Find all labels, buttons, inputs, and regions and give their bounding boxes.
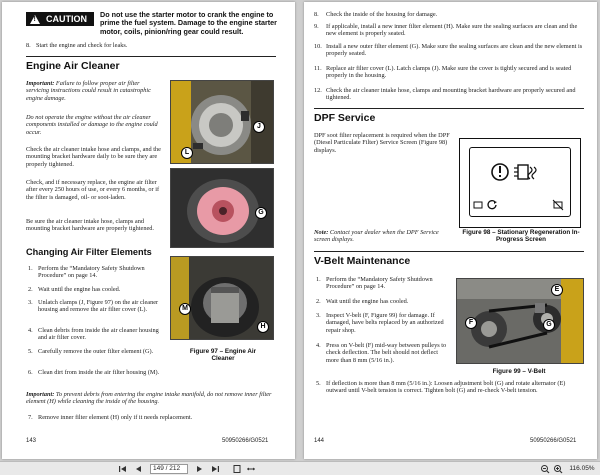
important-note-2: Important: To prevent debris from entering the engine intake manifold, do not remove inner filter element (H) while cleaning the inside of the housing. [26, 391, 272, 406]
step-1: 1. Perform the “Mandatory Safety Shutdown Procedure” on page 14. [28, 265, 145, 280]
step-9: 9. If applicable, install a new inner filter element (H). Make sure the sealing surfaces are clean and the new element is properly seated. [314, 23, 578, 38]
fit-page-icon[interactable] [232, 464, 242, 474]
callout-m: M [179, 303, 191, 315]
figure-97-caption: Figure 97 – Engine Air Cleaner [189, 348, 257, 363]
callout-h: H [257, 321, 269, 333]
fit-width-icon[interactable] [246, 464, 256, 474]
step-7: 7. Remove inner filter element (H) only if it needs replacement. [28, 414, 193, 421]
step-4: 4. Clean debris from inside the air cleaner housing and air filter cover. [28, 327, 159, 342]
first-page-icon[interactable] [118, 464, 128, 474]
caution-label: CAUTION [46, 14, 87, 24]
section-title: Engine Air Cleaner [26, 60, 120, 72]
callout-j: J [253, 121, 265, 133]
paragraph-3: Be sure the air cleaner intake hose, clamps and mounting bracket hardware are properly tightened. [26, 218, 154, 233]
viewer-toolbar [0, 461, 600, 475]
vbelt-rule [314, 251, 584, 252]
page-144 [304, 2, 597, 459]
callout-f: F [465, 317, 477, 329]
dpf-note: Note: Contact your dealer when the DPF Service screen displays. [314, 229, 439, 244]
caution-badge [26, 12, 94, 26]
display-screen [469, 147, 571, 217]
last-page-icon[interactable] [210, 464, 220, 474]
paragraph-1: Check the air cleaner intake hose and clamps, and the mounting bracket hardware daily to be sure they are properly tightened. [26, 146, 161, 168]
dpf-screen-icons [470, 148, 568, 214]
paragraph-2: Check, and if necessary replace, the engine air filter after every 250 hours of use, or every 6 months, or if the filter is damaged, oil- or soot-laden. [26, 179, 160, 201]
step-6: 6. Clean dirt from inside the air filter housing (M). [28, 369, 160, 376]
important-note-1: Important: Failure to follow proper air filter servicing instructions could result in catastrophic engine damage. [26, 80, 151, 102]
vbelt-step-3: 3. Inspect V-belt (F, Figure 99) for damage. If damaged, have belts replaced by an authorized repair shop. [316, 312, 444, 334]
callout-l: L [181, 147, 193, 159]
callout-e: E [551, 284, 563, 296]
air-cleaner-cover-photo [170, 80, 274, 164]
vbelt-title: V-Belt Maintenance [314, 255, 411, 267]
vbelt-step-4: 4. Press on V-belt (F) mid-way between pulleys to check deflection. The belt should not deflect more than 8 mm (5/16 in.). [316, 342, 447, 364]
zoom-level[interactable]: 116.05% [569, 465, 595, 472]
footer-page-number: 143 [26, 438, 37, 444]
caution-text: Do not use the starter motor to crank the engine to prime the fuel system. Damage to the engine starter motor, coils, pinion/ring gear could result. [100, 10, 277, 36]
subsection-title: Changing Air Filter Elements [26, 247, 152, 257]
page-143: ! CAUTION Do not use the starter motor to crank the engine to prime the fuel system. Damage to the engine starter motor, coils, pinion/ring gear could result. 8. Start the engine and check for leaks. Engine Air Cleaner Important: Failure to follow proper air filter servicing instructions could result in catastrophic engine damage. Do not operate the engine without the air cleaner components installed or damage to the engine could occur. Check the air cleaner intake hose and clamps, and the mounting bracket hardware daily to be sure they are properly tightened. Check, and if necessary replace, the engine air filter after every 250 hours of use, or every 6 months, or if the filter is damaged, oil- or soot-laden. Be sure the air cleaner intake hose, clamps and mounting bracket hardware are properly tightened. Changing Air Filter Elements 1. Perform the “Mandatory Safety Shutdown Procedure” on page 14. 2. Wait until the engine has cooled. 3. Unlatch clamps (J, Figure 97) on the air cleaner housing and remove the air filter cover (L). 4. Clean debris from inside the air cleaner housing and air filter cover. 5. Carefully remove the outer filter element (G). 6. Clean dirt from inside the air filter housing (M). Important: To prevent debris from entering the engine intake manifold, do not remove inner filter element (H) while cleaning the inside of the housing. 7. Remove inner filter element (H) only if it needs replacement. J L G M H Figure 97 – Engine Air Cleaner 143 50950266/G0521 [2, 2, 295, 459]
vbelt-step-1: 1. Perform the “Mandatory Safety Shutdown Procedure” on page 14. [316, 276, 433, 291]
step-5: 5. Carefully remove the outer filter element (G). [28, 348, 154, 355]
footer-doc-number: 50950266/G0521 [222, 438, 269, 444]
step-12: 12. Check the air cleaner intake hose, clamps and mounting bracket hardware are properly secured and tightened. [314, 87, 576, 102]
figure-99-caption: Figure 99 – V-Belt [492, 368, 546, 375]
step-2: 2. Wait until the engine has cooled. [28, 286, 121, 293]
step-10: 10. Install a new outer filter element (G). Make sure the sealing surfaces are clean and the new element is properly seated. [314, 43, 583, 58]
inner-filter-photo [170, 256, 274, 340]
vbelt-step-5: 5. If deflection is more than 8 mm (5/16 in.): Loosen adjustment bolt (G) and rotate alternator (E) outward until V-belt tension is correct. Tighten bolt (G) and re-check V-belt tension. [316, 380, 566, 395]
figure-98-caption: Figure 98 – Stationary Regeneration In-Progress Screen [462, 229, 580, 244]
dpf-rule [314, 108, 584, 109]
dpf-title: DPF Service [314, 112, 376, 124]
outer-filter-photo [170, 168, 274, 248]
step-3: 3. Unlatch clamps (J, Figure 97) on the air cleaner housing and remove the air filter cover (L). [28, 299, 159, 314]
step-8-check-housing: 8. Check the inside of the housing for damage. [314, 11, 438, 18]
zoom-out-icon[interactable] [540, 464, 550, 474]
previous-page-icon[interactable] [133, 464, 143, 474]
page-number-input[interactable]: 149 / 212 [150, 464, 188, 474]
dpf-service-screen-figure [459, 138, 581, 228]
italic-warning: Do not operate the engine without the air cleaner components installed or damage to the engine could occur. [26, 114, 158, 136]
step-11: 11. Replace air filter cover (L). Latch clamps (J). Make sure the cover is tightly secured and is seated properly in the housing. [314, 65, 572, 80]
callout-g: G [255, 207, 267, 219]
zoom-in-icon[interactable] [553, 464, 563, 474]
next-page-icon[interactable] [195, 464, 205, 474]
vbelt-step-2: 2. Wait until the engine has cooled. [316, 298, 409, 305]
footer-page-number-right: 144 [314, 438, 325, 444]
callout-g-belt: G [543, 319, 555, 331]
warning-triangle-icon [30, 15, 40, 24]
section-rule [26, 56, 276, 57]
footer-doc-number-right: 50950266/G0521 [530, 438, 577, 444]
vbelt-photo [456, 278, 584, 364]
dpf-paragraph: DPF soot filter replacement is required when the DPF (Diesel Particulate Filter) Service Screen (Figure 98) displays. [314, 132, 450, 154]
